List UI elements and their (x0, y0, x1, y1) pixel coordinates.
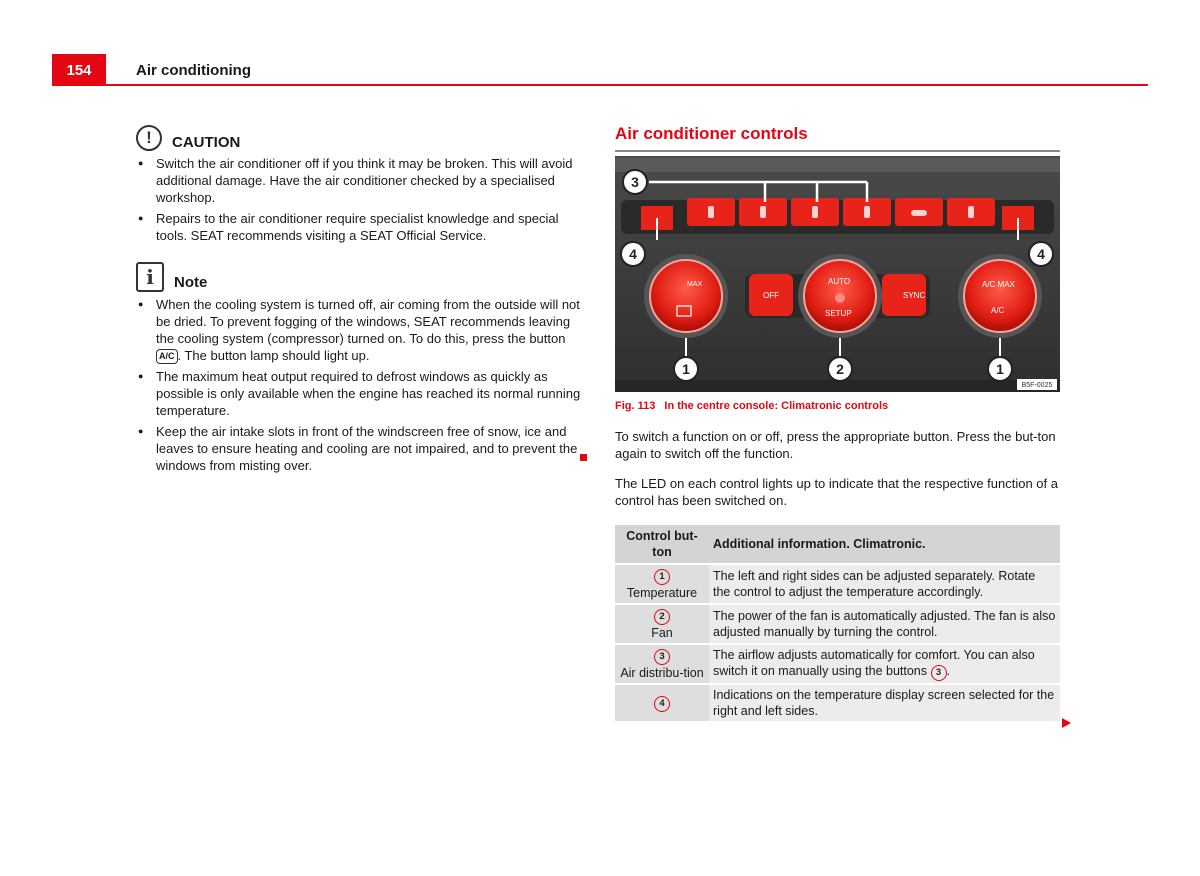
control-name: Fan (651, 626, 673, 640)
callout-2 (828, 357, 852, 381)
max-label: MAX (687, 281, 703, 288)
table-row (615, 605, 1060, 643)
callout-4-right (1029, 242, 1053, 266)
section-title: Air conditioner controls (615, 124, 808, 143)
figure-number: Fig. 113 (615, 400, 656, 412)
page-header (52, 54, 1148, 86)
caution-title: CAUTION (172, 134, 241, 151)
table-row (615, 645, 1060, 683)
table-header-control: Control but-ton (615, 525, 709, 563)
table-header-info: Additional information. Climatronic. (709, 525, 1060, 563)
continued-arrow-icon (1062, 718, 1071, 728)
svg-text:4: 4 (1037, 246, 1045, 262)
note-item: ● The maximum heat output required to defrost windows as quickly as possible is only available when the engine has reached its normal running temperature. (136, 368, 586, 419)
info-text: The airflow adjusts automatically for comfort. You can also switch it on manually using the buttons (713, 648, 1035, 678)
ac-max-label: A/C MAX (982, 280, 1015, 289)
controls-table (615, 523, 1060, 723)
note-item: ● Keep the air intake slots in front of the windscreen free of snow, ice and leaves to ensure heating and cooling are not impaired, and to prevent the windows from misting over. (136, 423, 586, 474)
ref-number-3-inline: 3 (931, 665, 947, 681)
ac-button-symbol: A/C (156, 349, 178, 364)
right-column (615, 124, 1060, 723)
image-code: B5F-0025 (1021, 382, 1053, 389)
figure-caption (615, 400, 1060, 412)
temperature-knob-right (964, 260, 1036, 332)
control-info: The power of the fan is automatically adjusted. The fan is also adjusted manually by turning the control. (709, 605, 1060, 643)
control-info: The left and right sides can be adjusted separately. Rotate the control to adjust the temperature accordingly. (709, 565, 1060, 603)
figure-caption-text: In the centre console: Climatronic controls (664, 400, 889, 412)
note-text: . The button lamp should light up. (177, 348, 370, 363)
sync-label: SYNC (903, 291, 926, 300)
note-heading (136, 262, 586, 292)
callout-3 (623, 170, 647, 194)
off-label: OFF (763, 291, 779, 300)
svg-text:3: 3 (631, 174, 639, 190)
auto-label: AUTO (828, 277, 851, 286)
note-text: When the cooling system is turned off, air coming from the outside will not be dried. To prevent fogging of the windows, SEAT recommends leaving the cooling system (compressor) turned on. To do this, press the button (156, 297, 580, 346)
climatronic-figure (615, 156, 1060, 392)
svg-text:4: 4 (629, 246, 637, 262)
callout-1-left (674, 357, 698, 381)
ref-number-2: 2 (654, 609, 670, 625)
note-title: Note (174, 273, 208, 291)
caution-item: ● Switch the air conditioner off if you think it may be broken. This will avoid additional damage. Have the air conditioner checked by a specialised workshop. (136, 155, 586, 206)
ref-number-1: 1 (654, 569, 670, 585)
info-text: . (946, 664, 950, 678)
setup-label: SETUP (825, 309, 852, 318)
callout-4-left (621, 242, 645, 266)
svg-text:2: 2 (836, 361, 844, 377)
climatronic-panel-illustration (615, 156, 1060, 392)
table-row (615, 565, 1060, 603)
control-name: Air distribu-tion (620, 666, 704, 680)
exclamation-icon: ! (136, 125, 162, 151)
callout-1-right (988, 357, 1012, 381)
control-info (709, 645, 1060, 683)
caution-item: ● Repairs to the air conditioner require specialist knowledge and special tools. SEAT recommends visiting a SEAT Official Service. (136, 210, 586, 244)
svg-text:1: 1 (682, 361, 690, 377)
section-end-mark (580, 454, 587, 461)
table-row (615, 685, 1060, 721)
svg-text:1: 1 (996, 361, 1004, 377)
body-paragraph: To switch a function on or off, press the appropriate button. Press the but-ton again to switch off the function. (615, 429, 1056, 461)
control-info: Indications on the temperature display screen selected for the right and left sides. (709, 685, 1060, 721)
note-item (136, 296, 586, 364)
page-number: 154 (52, 54, 106, 86)
ref-number-4: 4 (654, 696, 670, 712)
temperature-knob-left (650, 260, 722, 332)
info-icon: i (136, 262, 164, 292)
body-paragraph: The LED on each control lights up to indicate that the respective function of a control has been switched on. (615, 476, 1058, 508)
header-rule (52, 84, 1148, 86)
table-header-row (615, 525, 1060, 563)
chapter-title: Air conditioning (136, 62, 251, 79)
control-name: Temperature (626, 586, 698, 600)
section-rule (615, 150, 1060, 152)
caution-heading (136, 124, 586, 151)
ac-label: A/C (991, 306, 1005, 315)
left-column (136, 124, 586, 478)
ref-number-3: 3 (654, 649, 670, 665)
